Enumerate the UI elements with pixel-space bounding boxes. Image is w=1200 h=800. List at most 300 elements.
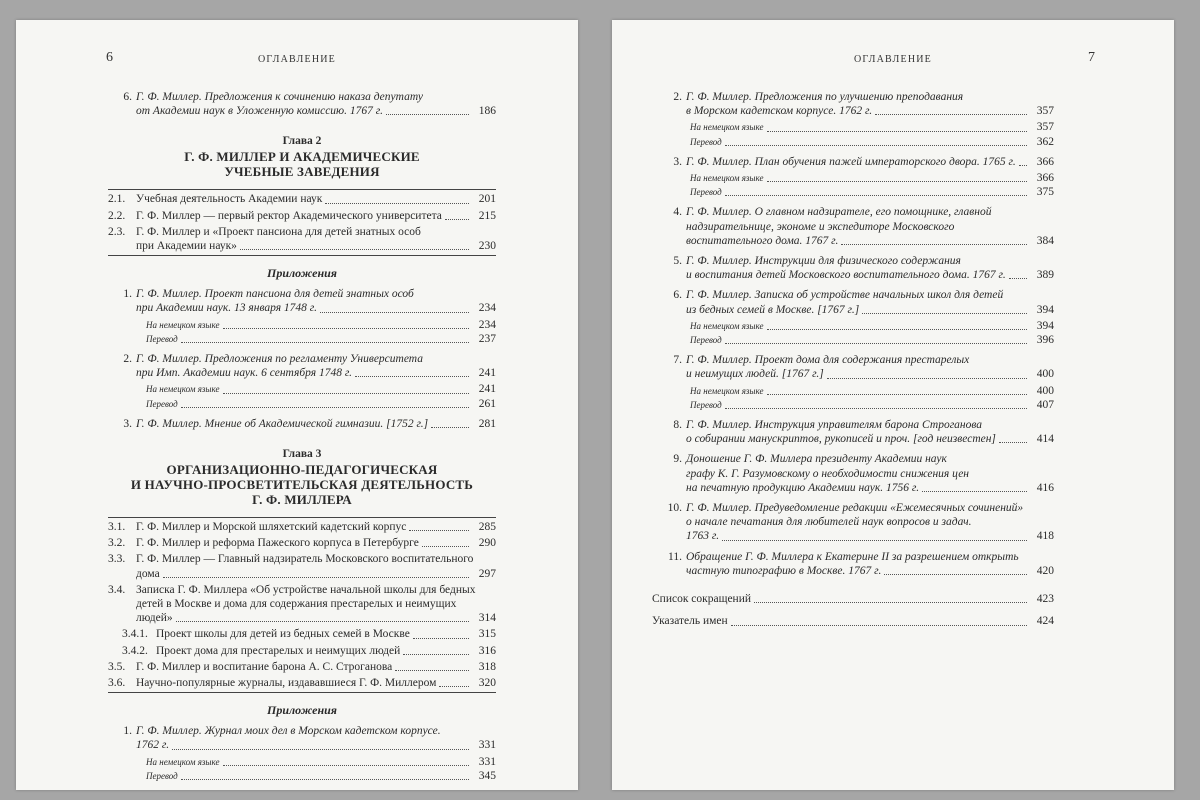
entry-title-last-line (136, 611, 496, 625)
entry-title (686, 288, 1054, 316)
entry-title (686, 353, 1054, 381)
left-page (16, 20, 578, 790)
dot-leader (223, 327, 469, 329)
appendix-heading: Приложения (267, 266, 337, 281)
dot-leader (413, 637, 469, 639)
entry-title (680, 333, 1054, 347)
entry-title-line: Г. Ф. Миллер. Записка об устройстве начальных школ для детей (686, 289, 1004, 302)
chapter-title-line: Г. Ф. МИЛЛЕР И АКАДЕМИЧЕСКИЕ (184, 149, 420, 165)
divider (108, 692, 496, 693)
entry-page-number: 420 (1036, 564, 1054, 577)
subentry-title: Перевод (690, 335, 722, 346)
entry-title-line: частную типографию в Москве. 1767 г. (686, 564, 882, 577)
entry-indent (652, 120, 680, 134)
dot-leader (181, 341, 469, 343)
entry-title-last-line (136, 104, 496, 118)
entry-title (136, 552, 496, 580)
subentry-title: На немецком языке (690, 173, 764, 184)
entry-page-number: 400 (1036, 368, 1054, 381)
entry-title (136, 724, 496, 752)
entry-title (680, 171, 1054, 185)
subentry-title: Перевод (690, 136, 722, 147)
toc-subentry (108, 769, 496, 783)
entry-title-last-line (690, 135, 1054, 149)
entry-number: 4. (673, 206, 682, 219)
entry-title-line: детей в Москве и дома для содержания престарелых и неимущих (136, 598, 457, 611)
entry-number: 2. (123, 353, 132, 366)
entry-title-line: Г. Ф. Миллер. Предложения по регламенту Университета (136, 353, 423, 366)
entry-indent (652, 333, 680, 347)
entry-title-line: Г. Ф. Миллер. Предложения по улучшению преподавания (686, 91, 964, 103)
entry-title (680, 185, 1054, 199)
entry-title-line: и неимущих людей. [1767 г.] (686, 368, 824, 381)
toc-entry (108, 660, 496, 674)
entry-page-number: 375 (1036, 186, 1054, 199)
entry-title-line: Г. Ф. Миллер — Главный надзиратель Московского воспитательного (136, 553, 474, 566)
entry-title-last-line (136, 536, 496, 550)
entry-title-last-line (686, 303, 1054, 317)
entry-title (686, 90, 1054, 118)
toc-entry (652, 614, 1054, 628)
entry-number: 3. (123, 417, 132, 430)
entry-title-last-line (136, 366, 496, 380)
entry-title-last-line (690, 185, 1054, 199)
entry-page-number: 357 (1036, 105, 1054, 118)
entry-title-line: о начале печатания для любителей наук вопросов и задач. (686, 516, 972, 529)
entry-title-last-line (690, 398, 1054, 412)
subentry-title: Перевод (690, 399, 722, 410)
entry-title-line: и воспитания детей Московского воспитательного дома. 1767 г. (686, 269, 1006, 282)
entry-page-number: 423 (1036, 593, 1054, 606)
entry-title-line: в Морском кадетском корпусе. 1762 г. (686, 105, 873, 118)
entry-indent (652, 135, 680, 149)
subentry-title: Перевод (146, 398, 178, 409)
entry-number: 3.4. (108, 583, 126, 596)
entry-indent (108, 769, 136, 783)
table-of-contents (108, 90, 496, 783)
chapter-heading (108, 134, 496, 179)
entry-page-number: 394 (1036, 303, 1054, 316)
entry-page-number: 414 (1036, 433, 1054, 446)
entry-title-last-line (136, 567, 496, 581)
entry-title-line: Г. Ф. Миллер. Проект дома для содержания престарелых (686, 354, 970, 367)
right-page (612, 20, 1174, 790)
entry-title-line: Г. Ф. Миллер. Мнение об Академической гимназии. [1752 г.] (136, 417, 429, 430)
entry-number: 3. (673, 155, 682, 168)
subentry-title: На немецком языке (146, 384, 220, 395)
entry-title (136, 318, 496, 332)
entry-title-line: людей» (136, 612, 173, 625)
entry-title (686, 452, 1054, 495)
entry-title (136, 90, 496, 118)
entry-title-last-line (690, 171, 1054, 185)
toc-entry (652, 418, 1054, 446)
dot-leader (884, 573, 1027, 575)
entry-page-number: 297 (478, 567, 496, 580)
dot-leader (445, 218, 469, 220)
entry-title-last-line (690, 333, 1054, 347)
entry-title-line: на печатную продукцию Академии наук. 1756 г. (686, 481, 920, 494)
entry-title (680, 384, 1054, 398)
entry-title (136, 536, 496, 550)
dot-leader (827, 377, 1027, 379)
dot-leader (922, 490, 1027, 492)
entry-title-last-line (686, 234, 1054, 248)
entry-title-line: Записка Г. Ф. Миллера «Об устройстве начальной школы для бедных (136, 583, 476, 596)
entry-title-last-line (686, 529, 1054, 543)
entry-title (680, 120, 1054, 134)
entry-title (136, 332, 496, 346)
entry-title-last-line (146, 382, 496, 396)
entry-title (686, 155, 1054, 169)
entry-title (686, 254, 1054, 282)
entry-title-last-line (686, 104, 1054, 118)
dot-leader (722, 539, 1027, 541)
entry-page-number: 331 (478, 755, 496, 768)
chapter-title-line: ОРГАНИЗАЦИОННО-ПЕДАГОГИЧЕСКАЯ (166, 462, 438, 478)
dot-leader (439, 685, 469, 687)
dot-leader (725, 144, 1027, 146)
chapter-title-line: Г. Ф. МИЛЛЕРА (252, 492, 352, 508)
toc-entry (108, 225, 496, 253)
toc-subentry (652, 384, 1054, 398)
entry-title-last-line (136, 209, 496, 223)
entry-title (136, 660, 496, 674)
divider (108, 189, 496, 190)
entry-title (680, 398, 1054, 412)
entry-page-number: 318 (478, 660, 496, 673)
entry-indent (108, 332, 136, 346)
entry-page-number: 396 (1036, 334, 1054, 347)
entry-title-line: из бедных семей в Москве. [1767 г.] (686, 303, 860, 316)
entry-number: 3.2. (108, 537, 126, 550)
entry-page-number: 384 (1036, 234, 1054, 247)
entry-page-number: 290 (478, 537, 496, 550)
entry-title (652, 614, 1054, 628)
entry-title (136, 755, 496, 769)
toc-entry (108, 552, 496, 580)
entry-title-line: Г. Ф. Миллер. Журнал моих дел в Морском кадетском корпусе. (136, 725, 441, 738)
entry-number: 2. (673, 91, 682, 103)
subentry-title: Перевод (146, 333, 178, 344)
dot-leader (395, 669, 469, 671)
toc-entry (652, 353, 1054, 381)
toc-entry (652, 90, 1054, 118)
entry-title-line: Список сокращений (652, 593, 752, 606)
entry-title-line: воспитательного дома. 1767 г. (686, 234, 839, 247)
subentry-title: На немецком языке (690, 122, 764, 133)
dot-leader (754, 601, 1027, 603)
entry-title (136, 352, 496, 380)
toc-subentry (652, 319, 1054, 333)
entry-number: 3.4.1. (122, 628, 148, 641)
entry-title-line: дома (136, 567, 160, 580)
toc-subentry (108, 755, 496, 769)
entry-page-number: 394 (1036, 319, 1054, 332)
toc-entry (108, 536, 496, 550)
chapter-title-line: УЧЕБНЫЕ ЗАВЕДЕНИЯ (224, 164, 380, 180)
entry-page-number: 400 (1036, 384, 1054, 397)
entry-title (686, 205, 1054, 248)
entry-title (136, 287, 496, 315)
entry-title-line: надзирательнице, экономе и экспедиторе Московского (686, 220, 955, 233)
entry-page-number: 285 (478, 521, 496, 534)
entry-page-number: 362 (1036, 135, 1054, 148)
entry-title-line: при Имп. Академии наук. 6 сентября 1748 г. (136, 367, 353, 380)
dot-leader (386, 113, 469, 115)
entry-page-number: 366 (1036, 155, 1054, 168)
entry-title-line: Указатель имен (652, 615, 728, 628)
entry-title-last-line (690, 120, 1054, 134)
entry-indent (652, 319, 680, 333)
entry-page-number: 366 (1036, 172, 1054, 185)
chapter-heading (108, 447, 496, 507)
entry-page-number: 186 (478, 105, 496, 118)
entry-title (686, 418, 1054, 446)
toc-entry (652, 155, 1054, 169)
toc-entry (108, 352, 496, 380)
entry-title-last-line (686, 432, 1054, 446)
entry-title-last-line (652, 614, 1054, 628)
toc-subentry (108, 318, 496, 332)
entry-page-number: 234 (478, 302, 496, 315)
toc-entry (108, 724, 496, 752)
entry-title-line: Обращение Г. Ф. Миллера к Екатерине II за разрешением открыть (686, 550, 1019, 563)
entry-title-last-line (686, 268, 1054, 282)
toc-subentry (108, 397, 496, 411)
dot-leader (223, 392, 469, 394)
entry-title (136, 417, 496, 431)
entry-title-last-line (146, 397, 496, 411)
entry-page-number: 331 (478, 739, 496, 752)
entry-title (136, 520, 496, 534)
page-number: 7 (1088, 50, 1095, 65)
entry-number: 11. (668, 550, 682, 563)
toc-entry (652, 452, 1054, 495)
toc-entry (652, 501, 1054, 544)
entry-title-line: Г. Ф. Миллер и «Проект пансиона для детей знатных особ (136, 225, 421, 238)
entry-page-number: 241 (478, 367, 496, 380)
dot-leader (325, 202, 469, 204)
entry-title (680, 319, 1054, 333)
entry-title (136, 382, 496, 396)
entry-title-line: 1762 г. (136, 739, 170, 752)
entry-indent (108, 318, 136, 332)
toc-subentry (652, 398, 1054, 412)
entry-page-number: 230 (478, 240, 496, 253)
entry-title-line: Г. Ф. Миллер и воспитание барона А. С. Строганова (136, 660, 393, 673)
toc-subentry (652, 333, 1054, 347)
dot-leader (731, 624, 1027, 626)
toc-entry (108, 583, 496, 626)
dot-leader (223, 764, 469, 766)
entry-title-line: Г. Ф. Миллер. Инструкция управителям барона Строганова (686, 419, 983, 432)
entry-indent (652, 185, 680, 199)
entry-indent (652, 398, 680, 412)
entry-page-number: 315 (478, 628, 496, 641)
entry-page-number: 416 (1036, 481, 1054, 494)
dot-leader (181, 406, 469, 408)
entry-title-last-line (136, 738, 496, 752)
dot-leader (176, 620, 469, 622)
entry-page-number: 281 (478, 417, 496, 430)
entry-page-number: 345 (478, 769, 496, 782)
toc-entry (652, 288, 1054, 316)
entry-title-last-line (136, 676, 496, 690)
entry-page-number: 241 (478, 383, 496, 396)
subentry-title: На немецком языке (690, 385, 764, 396)
toc-entry (108, 209, 496, 223)
entry-title (156, 644, 496, 658)
entry-page-number: 234 (478, 318, 496, 331)
entry-indent (108, 382, 136, 396)
entry-title-line: Г. Ф. Миллер. Предложения к сочинению наказа депутату (136, 91, 423, 103)
dot-leader (767, 328, 1027, 330)
entry-page-number: 201 (478, 193, 496, 206)
toc-entry (108, 644, 496, 658)
entry-title (136, 225, 496, 253)
dot-leader (320, 311, 469, 313)
dot-leader (163, 576, 469, 578)
divider (108, 255, 496, 256)
entry-title (156, 627, 496, 641)
subentry-title: Перевод (690, 187, 722, 198)
entry-number: 2.2. (108, 209, 126, 222)
entry-number: 1. (123, 288, 132, 301)
entry-title-last-line (690, 384, 1054, 398)
entry-number: 5. (673, 255, 682, 268)
entry-title-last-line (652, 592, 1054, 606)
entry-indent (652, 171, 680, 185)
entry-title-line: от Академии наук в Уложенную комиссию. 1767 г. (136, 105, 383, 118)
dot-leader (767, 393, 1027, 395)
entry-number: 8. (673, 419, 682, 432)
entry-title (680, 135, 1054, 149)
entry-title-line: Г. Ф. Миллер — первый ректор Академического университета (136, 209, 442, 222)
entry-page-number: 418 (1036, 530, 1054, 543)
entry-page-number: 357 (1036, 121, 1054, 134)
entry-title (136, 192, 496, 206)
entry-title-last-line (686, 564, 1054, 578)
dot-leader (767, 180, 1027, 182)
entry-page-number: 237 (478, 332, 496, 345)
dot-leader (422, 545, 469, 547)
entry-indent (108, 397, 136, 411)
entry-title (136, 209, 496, 223)
dot-leader (172, 748, 469, 750)
entry-title (652, 592, 1054, 606)
entry-number: 2.1. (108, 193, 126, 206)
entry-title-line: Научно-популярные журналы, издававшиеся Г. Ф. Миллером (136, 677, 437, 690)
toc-entry (108, 90, 496, 118)
entry-page-number: 389 (1036, 269, 1054, 282)
entry-page-number: 407 (1036, 398, 1054, 411)
entry-title-line: при Академии наук» (136, 240, 237, 253)
chapter-label: Глава 3 (282, 448, 322, 461)
dot-leader (1019, 164, 1027, 166)
divider (108, 517, 496, 518)
entry-title-line: Г. Ф. Миллер. О главном надзирателе, его помощнике, главной (686, 206, 992, 219)
toc-entry (108, 520, 496, 534)
entry-indent (108, 755, 136, 769)
entry-title-last-line (136, 417, 496, 431)
entry-title-line: 1763 г. (686, 530, 720, 543)
toc-entry (652, 205, 1054, 248)
running-head: ОГЛАВЛЕНИЕ (854, 54, 932, 65)
subentry-title: На немецком языке (146, 756, 220, 767)
entry-title-last-line (686, 481, 1054, 495)
toc-subentry (652, 171, 1054, 185)
entry-page-number: 316 (478, 644, 496, 657)
entry-title (136, 397, 496, 411)
entry-title-line: Проект дома для престарелых и неимущих людей (156, 644, 401, 657)
toc-subentry (652, 185, 1054, 199)
toc-subentry (652, 135, 1054, 149)
dot-leader (240, 248, 469, 250)
dot-leader (409, 529, 469, 531)
entry-number: 1. (123, 725, 132, 738)
dot-leader (725, 407, 1027, 409)
entry-title-line: Учебная деятельность Академии наук (136, 193, 323, 206)
entry-number: 2.3. (108, 225, 126, 238)
entry-title-line: Г. Ф. Миллер и Морской шляхетский кадетский корпус (136, 521, 407, 534)
entry-number: 6. (673, 289, 682, 302)
entry-page-number: 424 (1036, 615, 1054, 628)
entry-title-line: Г. Ф. Миллер. Предуведомление редакции «Ежемесячных сочинений» (686, 502, 1024, 515)
dot-leader (767, 130, 1027, 132)
entry-title-line: графу К. Г. Разумовскому о необходимости снижения цен (686, 467, 970, 480)
dot-leader (355, 375, 469, 377)
entry-title-line: Г. Ф. Миллер. План обучения пажей императорского двора. 1765 г. (686, 155, 1016, 168)
entry-number: 3.5. (108, 660, 126, 673)
entry-title-last-line (686, 367, 1054, 381)
entry-number: 3.4.2. (122, 644, 148, 657)
entry-title-line: Проект школы для детей из бедных семей в Москве (156, 628, 410, 641)
entry-page-number: 261 (478, 397, 496, 410)
entry-title-last-line (136, 301, 496, 315)
entry-title-line: Г. Ф. Миллер. Инструкции для физического содержания (686, 255, 961, 268)
entry-title-line: Доношение Г. Ф. Миллера президенту Академии наук (686, 453, 947, 466)
entry-title-last-line (156, 627, 496, 641)
entry-title-line: о собирании манускриптов, рукописей и проч. [год неизвестен] (686, 433, 996, 446)
subentry-title: На немецком языке (690, 320, 764, 331)
entry-number: 3.1. (108, 521, 126, 534)
entry-number: 6. (123, 91, 132, 103)
entry-title (686, 550, 1054, 578)
dot-leader (862, 312, 1027, 314)
dot-leader (999, 441, 1027, 443)
subentry-title: Перевод (146, 770, 178, 781)
toc-subentry (652, 120, 1054, 134)
entry-title (686, 501, 1054, 544)
dot-leader (875, 113, 1027, 115)
dot-leader (1009, 277, 1027, 279)
dot-leader (403, 653, 469, 655)
entry-number: 10. (667, 502, 682, 515)
entry-title-last-line (136, 520, 496, 534)
entry-title-line: Г. Ф. Миллер. Проект пансиона для детей знатных особ (136, 288, 414, 301)
entry-title (136, 769, 496, 783)
running-head: ОГЛАВЛЕНИЕ (258, 54, 336, 65)
toc-entry (108, 417, 496, 431)
toc-entry (652, 550, 1054, 578)
subentry-title: На немецком языке (146, 319, 220, 330)
entry-page-number: 314 (478, 612, 496, 625)
page-number: 6 (106, 50, 113, 65)
appendix-heading: Приложения (267, 703, 337, 718)
entry-page-number: 320 (478, 677, 496, 690)
toc-entry (652, 592, 1054, 606)
